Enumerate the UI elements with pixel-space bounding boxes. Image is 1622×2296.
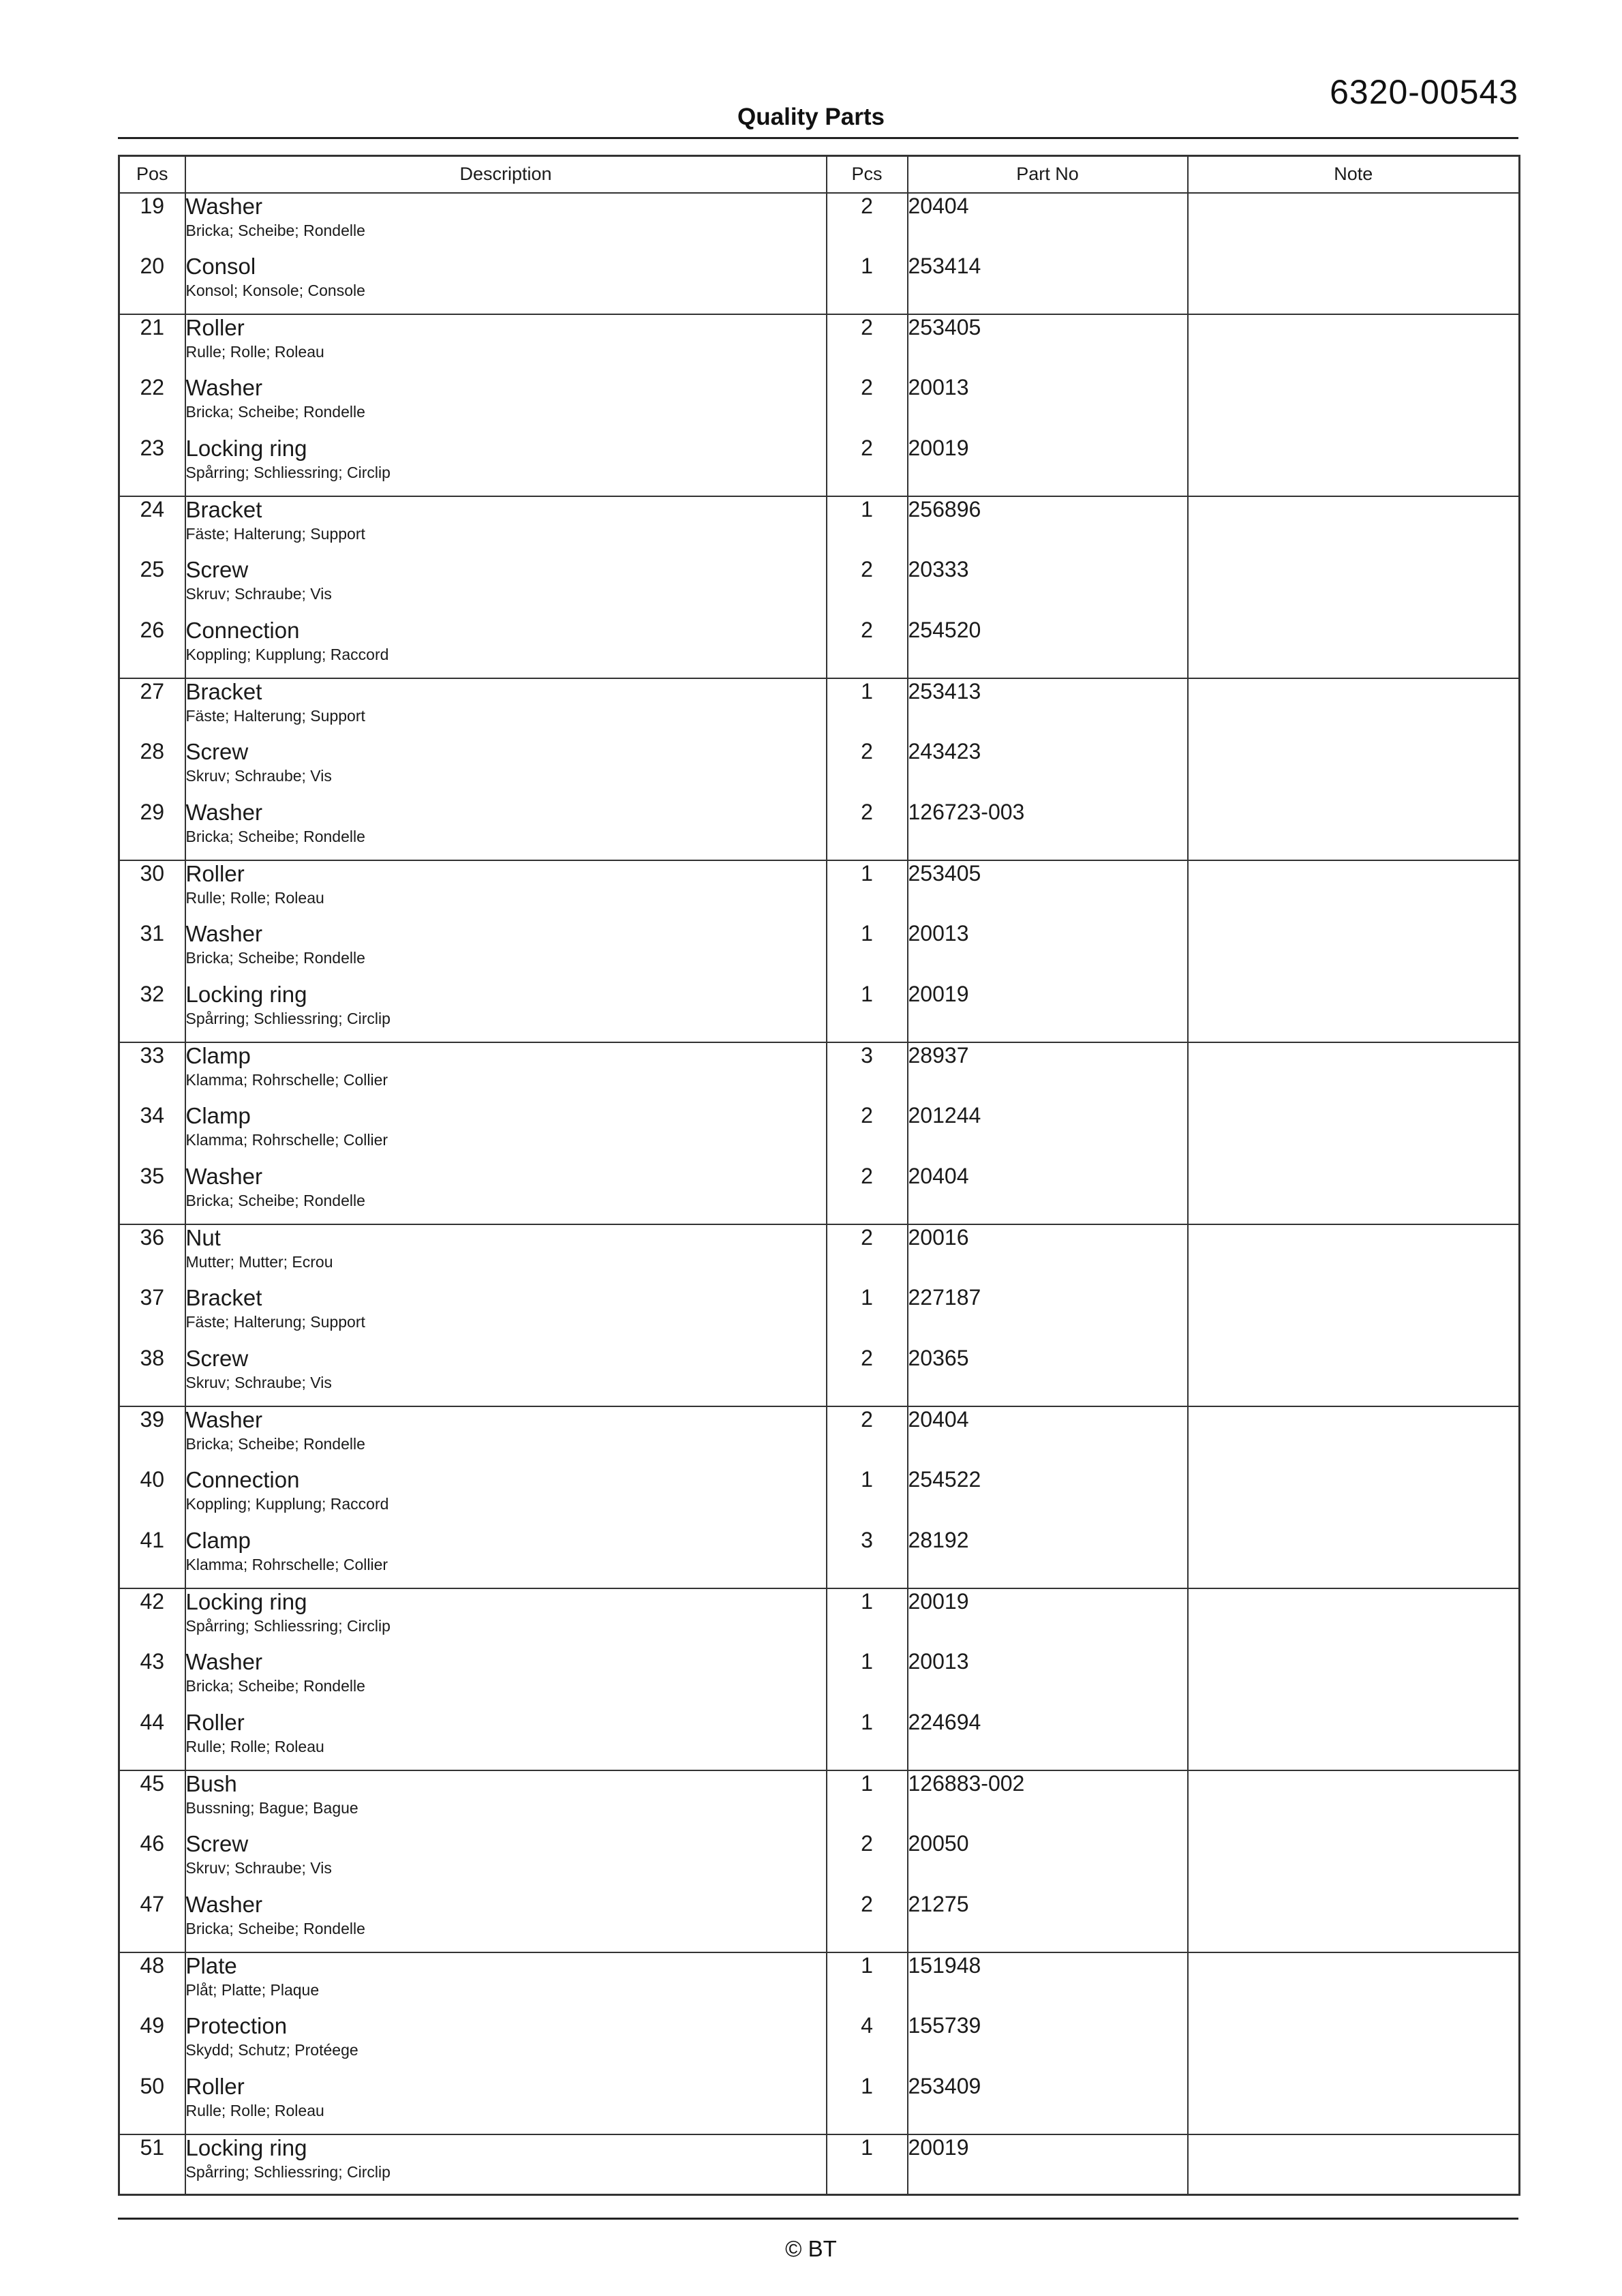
description-cell [185, 1892, 827, 1952]
description-cell [185, 2134, 827, 2195]
part-no-cell: 20013 [908, 921, 1188, 982]
pos-cell: 43 [119, 1649, 185, 1710]
part-no-cell: 253405 [908, 314, 1188, 375]
description-text: Screw [185, 1345, 249, 1371]
table-row [119, 921, 1520, 982]
description-translations: Spårring; Schliessring; Circlip [185, 1617, 391, 1635]
table-row [119, 1224, 1520, 1285]
note-cell [1188, 2013, 1520, 2074]
pcs-cell: 1 [827, 1952, 908, 2013]
description-translations: Rulle; Rolle; Roleau [185, 1738, 324, 1756]
table-row [119, 1528, 1520, 1588]
description-cell [185, 800, 827, 860]
table-row [119, 1710, 1520, 1770]
footer-rule [118, 2218, 1518, 2220]
description-cell [185, 1831, 827, 1892]
description-text: Screw [185, 738, 249, 764]
description-text: Washer [185, 1648, 262, 1674]
pcs-cell: 1 [827, 2074, 908, 2134]
part-no-cell: 126723-003 [908, 800, 1188, 860]
part-no-cell: 28937 [908, 1042, 1188, 1103]
note-cell [1188, 678, 1520, 739]
pos-cell: 40 [119, 1467, 185, 1528]
table-row [119, 2074, 1520, 2134]
part-no-cell: 21275 [908, 1892, 1188, 1952]
part-no-cell: 20050 [908, 1831, 1188, 1892]
description-text: Bracket [185, 496, 262, 522]
description-translations: Bussning; Bague; Bague [185, 1799, 358, 1817]
part-no-cell: 20365 [908, 1346, 1188, 1406]
pcs-cell: 2 [827, 1406, 908, 1467]
description-text: Roller [185, 314, 245, 340]
pos-cell: 24 [119, 496, 185, 557]
note-cell [1188, 1952, 1520, 2013]
table-row [119, 1406, 1520, 1467]
note-cell [1188, 2074, 1520, 2134]
note-cell [1188, 1042, 1520, 1103]
description-text: Clamp [185, 1042, 251, 1068]
description-text: Connection [185, 1466, 300, 1492]
pos-cell: 48 [119, 1952, 185, 2013]
description-cell [185, 1770, 827, 1831]
pos-cell: 22 [119, 375, 185, 436]
part-no-cell: 20404 [908, 193, 1188, 254]
description-cell [185, 982, 827, 1042]
description-cell [185, 1103, 827, 1164]
note-cell [1188, 375, 1520, 436]
pcs-cell: 2 [827, 375, 908, 436]
part-no-cell: 126883-002 [908, 1770, 1188, 1831]
description-text: Screw [185, 556, 249, 582]
table-row [119, 1952, 1520, 2013]
note-cell [1188, 1710, 1520, 1770]
description-text: Locking ring [185, 435, 307, 461]
table-row [119, 1649, 1520, 1710]
table-row [119, 1103, 1520, 1164]
table-row [119, 1892, 1520, 1952]
table-row [119, 254, 1520, 314]
pos-cell: 36 [119, 1224, 185, 1285]
page-title: Quality Parts [737, 104, 885, 130]
pcs-cell: 1 [827, 254, 908, 314]
table-row [119, 1285, 1520, 1346]
description-translations: Koppling; Kupplung; Raccord [185, 1495, 389, 1513]
part-no-cell: 253405 [908, 860, 1188, 921]
table-row [119, 678, 1520, 739]
description-cell [185, 1588, 827, 1649]
table-row [119, 1346, 1520, 1406]
pos-cell: 23 [119, 436, 185, 496]
page-footer: © BT [785, 2236, 837, 2261]
pcs-cell: 2 [827, 314, 908, 375]
note-cell [1188, 1831, 1520, 1892]
description-cell [185, 314, 827, 375]
pcs-cell: 1 [827, 860, 908, 921]
table-row [119, 739, 1520, 800]
pos-cell: 44 [119, 1710, 185, 1770]
description-cell [185, 618, 827, 678]
description-translations: Fäste; Halterung; Support [185, 707, 365, 725]
description-cell [185, 1406, 827, 1467]
pcs-cell: 1 [827, 982, 908, 1042]
description-cell [185, 496, 827, 557]
description-cell [185, 739, 827, 800]
table-row [119, 1042, 1520, 1103]
description-cell [185, 1346, 827, 1406]
pos-cell: 34 [119, 1103, 185, 1164]
pos-cell: 29 [119, 800, 185, 860]
pos-cell: 37 [119, 1285, 185, 1346]
part-no-cell: 253413 [908, 678, 1188, 739]
description-cell [185, 1224, 827, 1285]
pos-cell: 28 [119, 739, 185, 800]
table-row [119, 982, 1520, 1042]
description-translations: Klamma; Rohrschelle; Collier [185, 1131, 388, 1149]
pcs-cell: 2 [827, 1346, 908, 1406]
part-no-cell: 253409 [908, 2074, 1188, 2134]
part-no-cell: 227187 [908, 1285, 1188, 1346]
note-cell [1188, 618, 1520, 678]
pcs-cell: 2 [827, 436, 908, 496]
table-body [119, 193, 1520, 2195]
pcs-cell: 1 [827, 1588, 908, 1649]
pcs-cell: 2 [827, 618, 908, 678]
part-no-cell: 20333 [908, 557, 1188, 618]
description-cell [185, 375, 827, 436]
description-cell [185, 860, 827, 921]
pos-cell: 31 [119, 921, 185, 982]
parts-table [118, 155, 1520, 2196]
note-cell [1188, 496, 1520, 557]
note-cell [1188, 739, 1520, 800]
table-row [119, 193, 1520, 254]
description-translations: Mutter; Mutter; Ecrou [185, 1253, 333, 1271]
description-text: Nut [185, 1224, 221, 1250]
description-translations: Skruv; Schraube; Vis [185, 1859, 332, 1877]
pos-cell: 30 [119, 860, 185, 921]
description-cell [185, 921, 827, 982]
col-header-description: Description [185, 156, 827, 193]
pcs-cell: 2 [827, 193, 908, 254]
note-cell [1188, 1103, 1520, 1164]
description-text: Locking ring [185, 1588, 307, 1614]
part-no-cell: 20013 [908, 1649, 1188, 1710]
description-translations: Bricka; Scheibe; Rondelle [185, 1677, 365, 1695]
pos-cell: 33 [119, 1042, 185, 1103]
description-translations: Fäste; Halterung; Support [185, 1313, 365, 1331]
col-header-part-no: Part No [908, 156, 1188, 193]
description-text: Locking ring [185, 981, 307, 1007]
part-no-cell: 20019 [908, 436, 1188, 496]
note-cell [1188, 1164, 1520, 1224]
note-cell [1188, 1285, 1520, 1346]
description-translations: Konsol; Konsole; Console [185, 282, 365, 300]
description-cell [185, 1952, 827, 2013]
table-row [119, 1588, 1520, 1649]
pcs-cell: 2 [827, 1831, 908, 1892]
pcs-cell: 1 [827, 496, 908, 557]
description-cell [185, 2074, 827, 2134]
description-translations: Rulle; Rolle; Roleau [185, 889, 324, 907]
description-cell [185, 1042, 827, 1103]
description-cell [185, 1164, 827, 1224]
note-cell [1188, 1588, 1520, 1649]
pos-cell: 49 [119, 2013, 185, 2074]
part-no-cell: 155739 [908, 2013, 1188, 2074]
pcs-cell: 2 [827, 1164, 908, 1224]
part-no-cell: 201244 [908, 1103, 1188, 1164]
note-cell [1188, 1346, 1520, 1406]
description-text: Roller [185, 1709, 245, 1735]
pcs-cell: 1 [827, 921, 908, 982]
description-translations: Bricka; Scheibe; Rondelle [185, 222, 365, 240]
description-text: Washer [185, 374, 262, 400]
note-cell [1188, 1224, 1520, 1285]
part-no-cell: 256896 [908, 496, 1188, 557]
pos-cell: 51 [119, 2134, 185, 2195]
pcs-cell: 3 [827, 1528, 908, 1588]
pos-cell: 47 [119, 1892, 185, 1952]
pos-cell: 50 [119, 2074, 185, 2134]
note-cell [1188, 1406, 1520, 1467]
part-no-cell: 20019 [908, 982, 1188, 1042]
part-no-cell: 254522 [908, 1467, 1188, 1528]
pos-cell: 39 [119, 1406, 185, 1467]
note-cell [1188, 1467, 1520, 1528]
description-translations: Bricka; Scheibe; Rondelle [185, 403, 365, 421]
part-no-cell: 28192 [908, 1528, 1188, 1588]
table-row [119, 2134, 1520, 2195]
pos-cell: 25 [119, 557, 185, 618]
description-text: Roller [185, 860, 245, 886]
note-cell [1188, 193, 1520, 254]
description-cell [185, 1710, 827, 1770]
description-cell [185, 1528, 827, 1588]
note-cell [1188, 860, 1520, 921]
note-cell [1188, 800, 1520, 860]
pcs-cell: 4 [827, 2013, 908, 2074]
note-cell [1188, 921, 1520, 982]
description-translations: Spårring; Schliessring; Circlip [185, 464, 391, 482]
pcs-cell: 2 [827, 1892, 908, 1952]
description-cell [185, 1467, 827, 1528]
note-cell [1188, 1770, 1520, 1831]
note-cell [1188, 2134, 1520, 2195]
pos-cell: 32 [119, 982, 185, 1042]
pcs-cell: 3 [827, 1042, 908, 1103]
table-row [119, 1831, 1520, 1892]
col-header-pos: Pos [119, 156, 185, 193]
part-no-cell: 151948 [908, 1952, 1188, 2013]
description-cell [185, 1285, 827, 1346]
description-translations: Klamma; Rohrschelle; Collier [185, 1071, 388, 1089]
description-text: Bush [185, 1770, 237, 1796]
description-cell [185, 436, 827, 496]
description-cell [185, 1649, 827, 1710]
part-no-cell: 20404 [908, 1406, 1188, 1467]
description-translations: Klamma; Rohrschelle; Collier [185, 1556, 388, 1574]
note-cell [1188, 982, 1520, 1042]
pos-cell: 21 [119, 314, 185, 375]
description-translations: Skruv; Schraube; Vis [185, 1374, 332, 1392]
description-translations: Fäste; Halterung; Support [185, 525, 365, 543]
description-translations: Bricka; Scheibe; Rondelle [185, 949, 365, 967]
note-cell [1188, 254, 1520, 314]
table-row [119, 375, 1520, 436]
table-row [119, 618, 1520, 678]
description-translations: Bricka; Scheibe; Rondelle [185, 1192, 365, 1210]
description-text: Washer [185, 1406, 262, 1432]
description-cell [185, 254, 827, 314]
pos-cell: 19 [119, 193, 185, 254]
description-translations: Bricka; Scheibe; Rondelle [185, 1435, 365, 1453]
description-text: Bracket [185, 678, 262, 704]
pcs-cell: 2 [827, 557, 908, 618]
part-no-cell: 20013 [908, 375, 1188, 436]
description-translations: Bricka; Scheibe; Rondelle [185, 828, 365, 846]
pos-cell: 35 [119, 1164, 185, 1224]
table-header [119, 156, 1520, 193]
part-no-cell: 20404 [908, 1164, 1188, 1224]
pos-cell: 41 [119, 1528, 185, 1588]
description-translations: Rulle; Rolle; Roleau [185, 2102, 324, 2120]
note-cell [1188, 314, 1520, 375]
part-no-cell: 224694 [908, 1710, 1188, 1770]
description-text: Washer [185, 1891, 262, 1917]
description-text: Clamp [185, 1527, 251, 1553]
pos-cell: 42 [119, 1588, 185, 1649]
pos-cell: 38 [119, 1346, 185, 1406]
description-translations: Rulle; Rolle; Roleau [185, 343, 324, 361]
description-text: Washer [185, 799, 262, 825]
description-translations: Spårring; Schliessring; Circlip [185, 1010, 391, 1028]
description-text: Washer [185, 920, 262, 946]
description-text: Washer [185, 193, 262, 219]
part-no-cell: 254520 [908, 618, 1188, 678]
note-cell [1188, 557, 1520, 618]
description-text: Clamp [185, 1102, 251, 1128]
pcs-cell: 2 [827, 739, 908, 800]
note-cell [1188, 1528, 1520, 1588]
pos-cell: 45 [119, 1770, 185, 1831]
table-row [119, 1770, 1520, 1831]
description-translations: Skruv; Schraube; Vis [185, 767, 332, 785]
part-no-cell: 253414 [908, 254, 1188, 314]
pcs-cell: 2 [827, 1103, 908, 1164]
header-rule [118, 137, 1518, 139]
doc-number: 6320-00543 [1330, 73, 1518, 111]
description-translations: Spårring; Schliessring; Circlip [185, 2163, 391, 2181]
description-text: Locking ring [185, 2134, 307, 2160]
description-translations: Koppling; Kupplung; Raccord [185, 646, 389, 664]
description-translations: Skruv; Schraube; Vis [185, 585, 332, 603]
pos-cell: 26 [119, 618, 185, 678]
pcs-cell: 1 [827, 678, 908, 739]
table-row [119, 860, 1520, 921]
part-no-cell: 20019 [908, 2134, 1188, 2195]
description-text: Protection [185, 2012, 288, 2038]
pcs-cell: 1 [827, 1770, 908, 1831]
description-text: Screw [185, 1830, 249, 1856]
table-row [119, 436, 1520, 496]
description-translations: Skydd; Schutz; Protéege [185, 2041, 358, 2059]
description-translations: Bricka; Scheibe; Rondelle [185, 1920, 365, 1938]
table-row [119, 1164, 1520, 1224]
pcs-cell: 1 [827, 1649, 908, 1710]
note-cell [1188, 436, 1520, 496]
part-no-cell: 20019 [908, 1588, 1188, 1649]
description-translations: Plåt; Platte; Plaque [185, 1981, 320, 1999]
description-text: Washer [185, 1163, 262, 1189]
pcs-cell: 1 [827, 1285, 908, 1346]
table-row [119, 314, 1520, 375]
description-text: Consol [185, 253, 256, 279]
table-row [119, 557, 1520, 618]
pcs-cell: 2 [827, 800, 908, 860]
description-text: Bracket [185, 1284, 262, 1310]
pcs-cell: 1 [827, 1467, 908, 1528]
pcs-cell: 1 [827, 1710, 908, 1770]
col-header-note: Note [1188, 156, 1520, 193]
note-cell [1188, 1892, 1520, 1952]
table-row [119, 496, 1520, 557]
table-row [119, 1467, 1520, 1528]
pos-cell: 46 [119, 1831, 185, 1892]
pos-cell: 27 [119, 678, 185, 739]
table-row [119, 2013, 1520, 2074]
description-text: Connection [185, 617, 300, 643]
part-no-cell: 20016 [908, 1224, 1188, 1285]
pos-cell: 20 [119, 254, 185, 314]
col-header-pcs: Pcs [827, 156, 908, 193]
description-cell [185, 193, 827, 254]
pcs-cell: 1 [827, 2134, 908, 2195]
description-text: Plate [185, 1952, 237, 1978]
description-cell [185, 678, 827, 739]
note-cell [1188, 1649, 1520, 1710]
description-text: Roller [185, 2073, 245, 2099]
table-header-row [119, 156, 1520, 193]
description-cell [185, 557, 827, 618]
description-cell [185, 2013, 827, 2074]
part-no-cell: 243423 [908, 739, 1188, 800]
pcs-cell: 2 [827, 1224, 908, 1285]
table-row [119, 800, 1520, 860]
